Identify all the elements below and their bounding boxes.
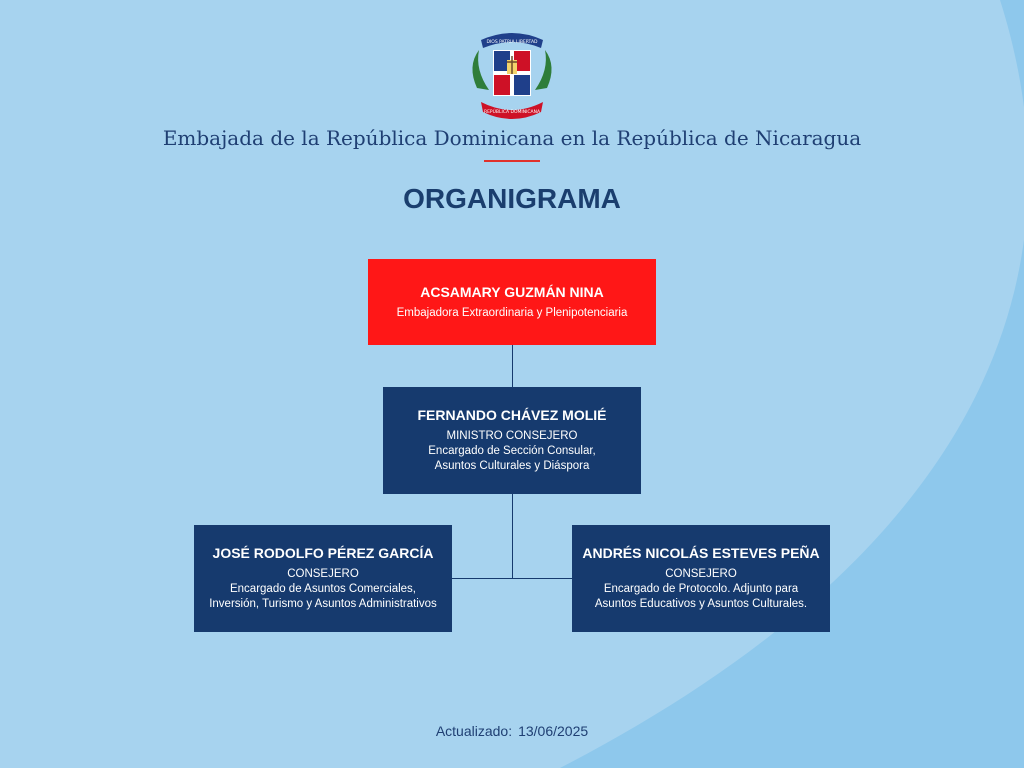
node-desc-line: Encargado de Protocolo. Adjunto para (603, 583, 799, 595)
node-role: Embajadora Extraordinaria y Plenipotenciaria (396, 306, 628, 319)
updated-label: Actualizado: (435, 723, 513, 739)
node-name: ANDRÉS NICOLÁS ESTEVES PEÑA (582, 545, 820, 561)
node-name: ACSAMARY GUZMÁN NINA (420, 283, 604, 300)
node-desc-line: Encargado de Sección Consular, (428, 445, 596, 457)
institution-name: Embajada de la República Dominicana en la República de Nicaragua (162, 126, 862, 150)
node-desc-line: Inversión, Turismo y Asuntos Administrativos (209, 598, 437, 610)
connector-horizontal (451, 578, 572, 579)
node-role: CONSEJERO (287, 568, 359, 580)
connector-minister-trunk (512, 494, 513, 579)
org-node-ambassador (368, 259, 656, 345)
coat-of-arms-emblem (463, 28, 561, 124)
node-desc-line: Encargado de Asuntos Comerciales, (229, 583, 417, 595)
svg-text:REPÚBLICA DOMINICANA: REPÚBLICA DOMINICANA (483, 110, 541, 115)
node-role: MINISTRO CONSEJERO (446, 430, 578, 442)
node-role: CONSEJERO (665, 568, 737, 580)
org-node-counselor-right (572, 525, 830, 632)
title-divider (484, 160, 540, 162)
svg-text:DIOS PATRIA LIBERTAD: DIOS PATRIA LIBERTAD (486, 40, 538, 45)
node-name: JOSÉ RODOLFO PÉREZ GARCÍA (212, 545, 434, 561)
updated-footer (0, 723, 1024, 739)
org-node-counselor-left (194, 525, 452, 632)
node-name: FERNANDO CHÁVEZ MOLIÉ (417, 407, 607, 423)
connector-ambassador-minister (512, 345, 513, 387)
org-node-minister (383, 387, 641, 494)
page-title: ORGANIGRAMA (403, 183, 621, 214)
node-desc-line: Asuntos Culturales y Diáspora (434, 460, 590, 472)
updated-date: 13/06/2025 (518, 723, 589, 739)
node-desc-line: Asuntos Educativos y Asuntos Culturales. (594, 598, 808, 610)
